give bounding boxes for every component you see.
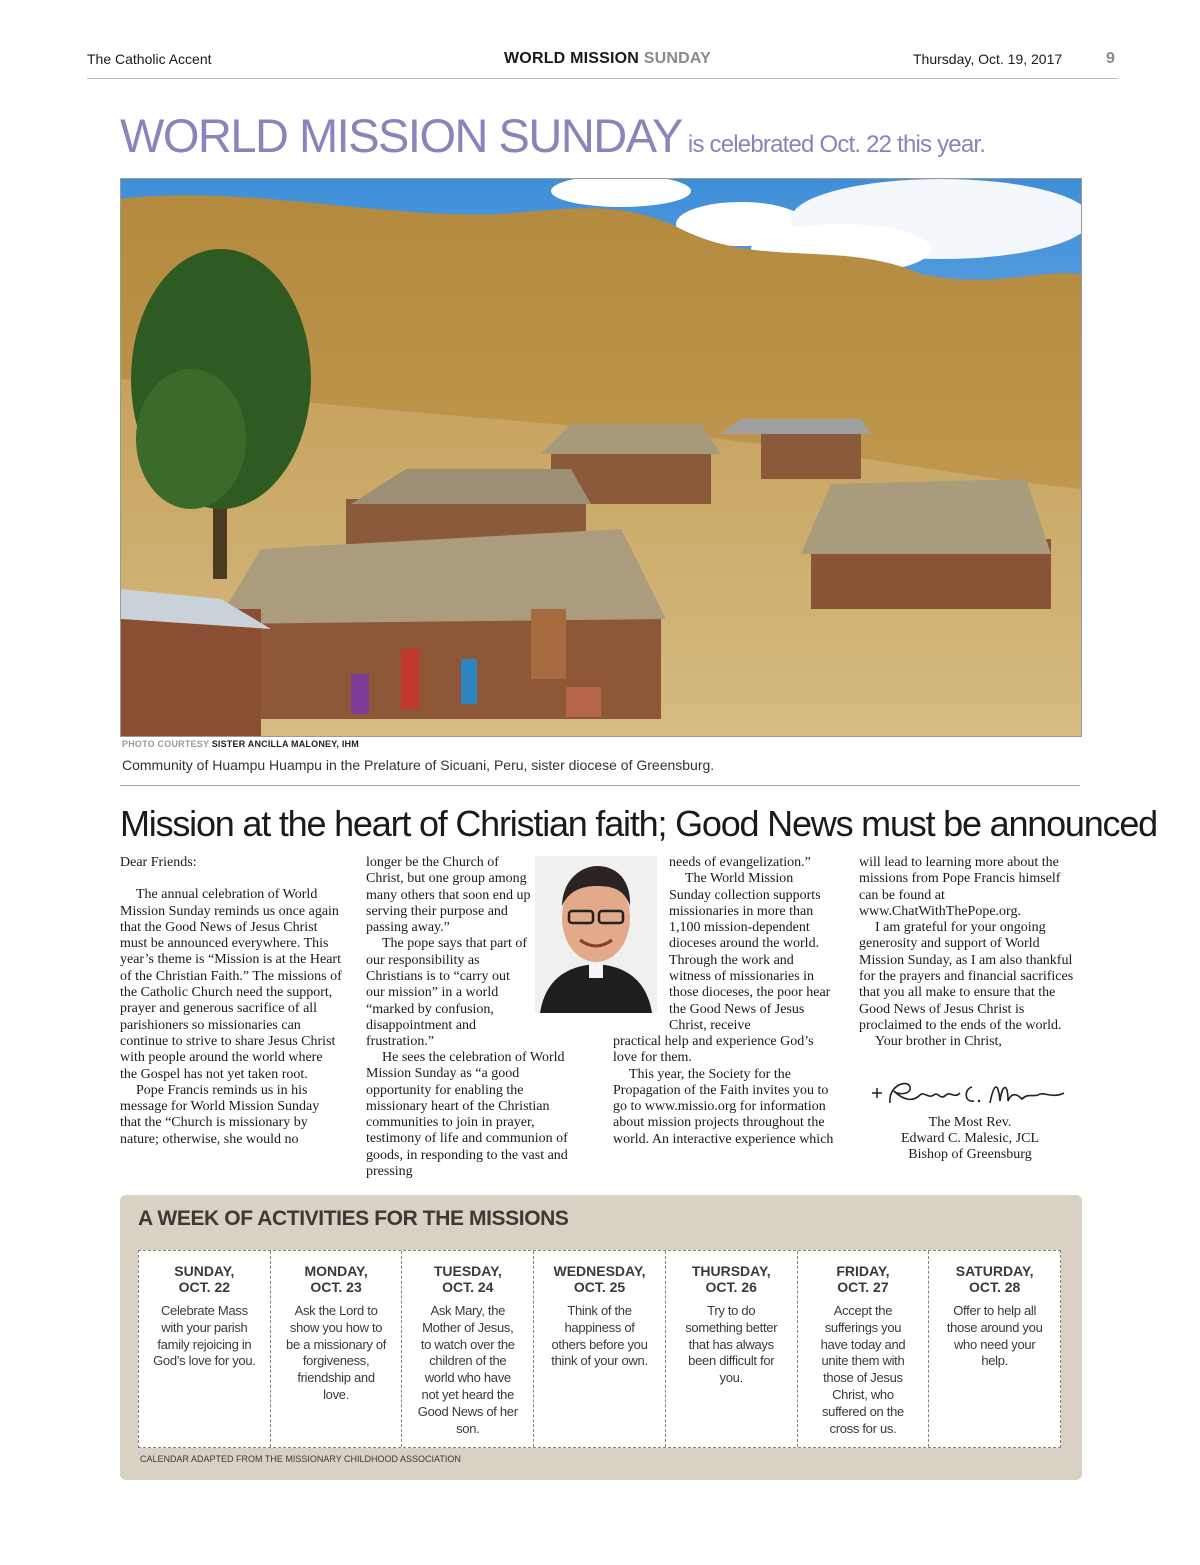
photo-credit-label: PHOTO COURTESY xyxy=(122,739,209,749)
day-activity: Ask the Lord to show you how to be a missionary of forgiveness, friendship and love. xyxy=(286,1303,387,1402)
day-date: OCT. 26 xyxy=(705,1279,757,1295)
page-number: 9 xyxy=(1106,50,1115,67)
article-headline: Mission at the heart of Christian faith; Good News must be announced xyxy=(120,803,1158,844)
calendar-source-note: CALENDAR ADAPTED FROM THE MISSIONARY CHILDHOOD ASSOCIATION xyxy=(140,1454,461,1464)
page-banner xyxy=(120,108,985,163)
paragraph: This year, the Society for the Propagation of the Faith invites you to go to www.missio.org for information about mission projects throughout the world. An interactive experience which xyxy=(613,1066,834,1147)
signer-name: Edward C. Malesic, JCL xyxy=(900,1130,1040,1146)
paragraph: practical help and experience God’s love for them. xyxy=(613,1034,814,1066)
village-photo xyxy=(120,178,1082,737)
handwritten-signature xyxy=(868,1073,1068,1120)
day-sunday xyxy=(139,1251,271,1447)
activities-title: A WEEK OF ACTIVITIES FOR THE MISSIONS xyxy=(138,1207,569,1230)
photo-credit xyxy=(122,739,359,749)
article-column-3-bottom xyxy=(613,1034,835,1148)
day-name: TUESDAY, xyxy=(433,1263,502,1279)
article-column-2-top xyxy=(366,855,531,1051)
day-tuesday xyxy=(402,1251,534,1447)
paragraph: The World Mission Sunday collection supports missionaries in more than 1,100 mission-dependent dioceses around the world. Through the work and witness of missionaries in those dioceses, the poor hear the Good News of Jesus Christ, receive xyxy=(669,871,831,1033)
day-name: WEDNESDAY, xyxy=(553,1263,646,1279)
section-title-main: WORLD MISSION xyxy=(504,50,640,67)
day-name: THURSDAY, xyxy=(691,1263,771,1279)
day-date: OCT. 24 xyxy=(442,1279,494,1295)
day-saturday xyxy=(929,1251,1060,1447)
signer-title: The Most Rev. xyxy=(928,1114,1012,1130)
day-friday xyxy=(798,1251,930,1447)
day-activity: Offer to help all those around you who need your help. xyxy=(946,1303,1043,1369)
article-column-2-bottom xyxy=(366,1050,588,1180)
publication-name: The Catholic Accent xyxy=(87,51,212,67)
banner-title: WORLD MISSION SUNDAY xyxy=(120,109,682,162)
day-monday xyxy=(271,1251,403,1447)
paragraph: The annual celebration of World Mission Sunday reminds us once again that the Good News of Jesus Christ must be announced everywhere. This year’s theme is “Mission is at the Heart of the Christian Faith.” The missions of the Catholic Church need the support, prayer and generous sacrifice of all parishioners so missionaries can continue to strive to share Jesus Christ with people around the world where the Gospel has not yet taken root. xyxy=(120,887,342,1082)
day-name: SATURDAY, xyxy=(955,1263,1034,1279)
issue-date: Thursday, Oct. 19, 2017 xyxy=(913,51,1063,67)
day-name: SUNDAY, xyxy=(174,1263,235,1279)
day-name: FRIDAY, xyxy=(836,1263,890,1279)
caption-rule xyxy=(120,785,1080,786)
day-date: OCT. 23 xyxy=(310,1279,362,1295)
section-title xyxy=(504,50,711,68)
closing-line: Your brother in Christ, xyxy=(875,1034,1002,1050)
day-activity: Think of the happiness of others before you think of your own. xyxy=(551,1303,648,1369)
salutation: Dear Friends: xyxy=(120,855,197,870)
day-activity: Try to do something better that has always been difficult for you. xyxy=(685,1303,778,1386)
activities-calendar xyxy=(138,1250,1061,1448)
signature-block xyxy=(859,1115,1081,1164)
day-thursday xyxy=(666,1251,798,1447)
paragraph: The pope says that part of our responsibility as Christians is to “carry out our mission” in a world “marked by confusion, disappointment and frustration.” xyxy=(366,936,528,1050)
header-rule xyxy=(87,78,1118,79)
signer-office: Bishop of Greensburg xyxy=(908,1147,1032,1163)
paragraph: Pope Francis reminds us in his message for World Mission Sunday that the “Church is missionary by nature; otherwise, she would no xyxy=(120,1082,320,1147)
article-column-3-top xyxy=(669,855,833,1034)
photo-caption: Community of Huampu Huampu in the Prelature of Sicuani, Peru, sister diocese of Greensburg. xyxy=(122,757,715,773)
section-title-accent: SUNDAY xyxy=(643,50,711,67)
paragraph: needs of evangelization.” xyxy=(669,855,811,870)
banner-subtitle: is celebrated Oct. 22 this year. xyxy=(687,131,986,158)
article-column-1 xyxy=(120,855,342,1148)
day-activity: Celebrate Mass with your parish family rejoicing in God’s love for you. xyxy=(153,1303,256,1369)
bishop-portrait xyxy=(535,856,657,1013)
paragraph: I am grateful for your ongoing generosity and support of World Mission Sunday, as I am also thankful for the prayers and financial sacrifices that you all make to ensure that the Good News of Jesus Christ is proclaimed to the ends of the world. xyxy=(859,920,1074,1033)
day-name: MONDAY, xyxy=(304,1263,368,1279)
paragraph: He sees the celebration of World Mission Sunday as “a good opportunity for enabling the missionary heart of the Christian communities to join in prayer, testimony of life and communion of goods, in responding to the vast and pressing xyxy=(366,1050,568,1180)
day-date: OCT. 28 xyxy=(968,1279,1021,1295)
day-activity: Accept the sufferings you have today and unite them with those of Jesus Christ, who suffered on the cross for us. xyxy=(820,1303,906,1436)
day-date: OCT. 22 xyxy=(178,1279,231,1295)
day-activity: Ask Mary, the Mother of Jesus, to watch over the children of the world who have not yet heard the Good News of her son. xyxy=(417,1303,518,1436)
photo-credit-name: SISTER ANCILLA MALONEY, IHM xyxy=(211,739,359,749)
paragraph: will lead to learning more about the missions from Pope Francis himself can be found at www.ChatWithThePope.org. xyxy=(859,855,1061,919)
day-date: OCT. 25 xyxy=(573,1279,626,1295)
day-date: OCT. 27 xyxy=(837,1279,889,1295)
paragraph: longer be the Church of Christ, but one group among many others that soon end up serving their purpose and passing away.” xyxy=(366,855,531,936)
day-wednesday xyxy=(534,1251,666,1447)
paragraph-spacer xyxy=(120,871,342,887)
